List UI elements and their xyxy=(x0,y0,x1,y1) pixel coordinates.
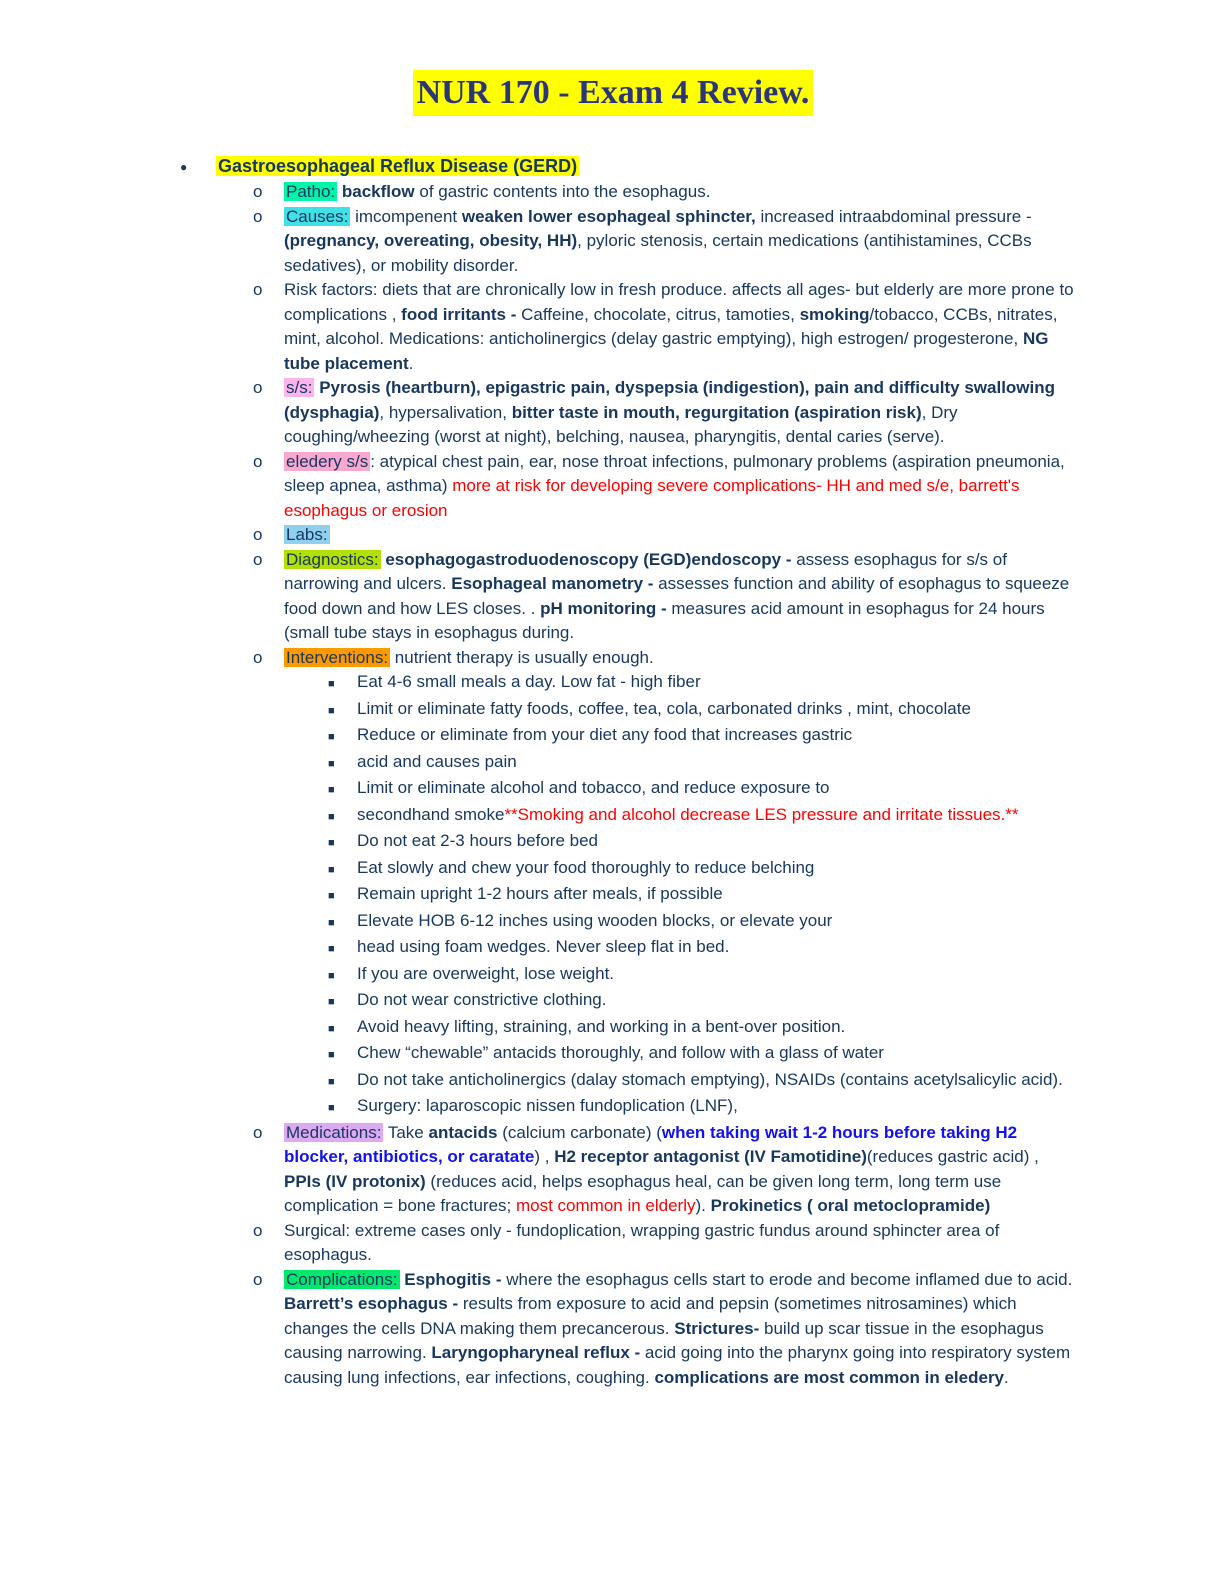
text-segment: Do not wear constrictive clothing. xyxy=(357,990,607,1010)
text-segment: of gastric contents into the esophagus. xyxy=(414,182,711,202)
text-segment: Complications: xyxy=(286,1269,398,1289)
list-item xyxy=(180,856,1076,883)
text-segment: Surgical: extreme cases only - fundoplication, wrapping gastric fundus around sphincter area of esophagus. xyxy=(284,1220,1000,1265)
text-segment: Labs: xyxy=(286,525,328,545)
section-heading-row xyxy=(180,154,1076,180)
list-item xyxy=(180,1015,1076,1042)
list-item-text xyxy=(284,548,1076,646)
text-segment: ). xyxy=(695,1196,711,1216)
list-item-text xyxy=(284,205,1076,279)
square-bullet-icon: ■ xyxy=(328,837,335,850)
circle-bullet-icon: o xyxy=(253,378,263,398)
square-bullet-icon: ■ xyxy=(328,969,335,982)
text-segment: Remain upright 1-2 hours after meals, if possible xyxy=(357,884,723,904)
list-item-text xyxy=(284,278,1076,376)
list-item xyxy=(180,882,1076,909)
text-segment: imcompenent xyxy=(350,206,462,226)
square-bullet-icon: ■ xyxy=(328,916,335,929)
list-item-text xyxy=(357,962,1076,987)
text-segment: esophagogastroduodenoscopy (EGD)endoscopy - xyxy=(385,549,797,569)
list-item-text xyxy=(284,523,1076,548)
text-segment: Esphogitis - xyxy=(404,1269,507,1289)
list-item-text xyxy=(357,1094,1076,1119)
list-item-text xyxy=(284,376,1076,450)
text-segment: : atypical chest pain, ear, nose throat infections, pulmonary problems (aspiration pneumonia, sleep apnea, asthma) xyxy=(284,451,1065,496)
list-item-text xyxy=(357,750,1076,775)
text-segment: Eat 4-6 small meals a day. Low fat - high fiber xyxy=(357,672,701,692)
list-item xyxy=(180,1068,1076,1095)
text-segment: more at risk for developing severe complications- HH and med s/e, barrett's esophagus or erosion xyxy=(284,476,1020,520)
circle-bullet-icon: o xyxy=(253,647,263,667)
text-segment: Limit or eliminate alcohol and tobacco, and reduce exposure to xyxy=(357,778,830,798)
list-item xyxy=(180,278,1076,376)
text-segment: Barrett’s esophagus - xyxy=(284,1294,463,1314)
text-segment: Take xyxy=(383,1122,429,1142)
text-segment: Limit or eliminate fatty foods, coffee, tea, cola, carbonated drinks , mint, chocolate xyxy=(357,698,971,718)
text-segment: antacids xyxy=(428,1122,498,1142)
list-item-text xyxy=(357,935,1076,960)
list-item-text xyxy=(357,1041,1076,1066)
text-segment: Strictures- xyxy=(674,1318,760,1338)
text-segment: pH monitoring - xyxy=(540,598,672,618)
text-segment: eledery s/s xyxy=(286,451,369,471)
list-item-text xyxy=(357,882,1076,907)
list-item-text xyxy=(284,1268,1076,1391)
text-segment: Caffeine, chocolate, citrus, tamoties, xyxy=(521,304,800,324)
square-bullet-icon: ■ xyxy=(328,996,335,1009)
list-item-text xyxy=(357,856,1076,881)
square-bullet-icon: ■ xyxy=(328,1049,335,1062)
square-bullet-icon: ■ xyxy=(328,863,335,876)
text-segment: when taking wait 1-2 hours before taking H2 blocker, antibiotics, or caratate xyxy=(284,1122,1018,1167)
text-segment: . xyxy=(408,353,414,373)
list-item-text xyxy=(284,646,1076,671)
text-segment: , Dry coughing/wheezing (worst at night), belching, nausea, pharyngitis, dental caries (serve). xyxy=(284,402,958,447)
text-segment: weaken lower esophageal sphincter, xyxy=(461,206,756,226)
list-item-text xyxy=(357,909,1076,934)
section-heading xyxy=(216,154,1076,179)
square-bullet-icon: ■ xyxy=(328,890,335,903)
square-bullet-icon: ■ xyxy=(328,1075,335,1088)
text-segment: **Smoking and alcohol decrease LES pressure and irritate tissues.** xyxy=(504,804,1019,824)
text-segment: , hypersalivation, xyxy=(379,402,512,422)
text-segment: Laryngopharyneal reflux - xyxy=(431,1343,645,1363)
text-segment: Elevate HOB 6-12 inches using wooden blocks, or elevate your xyxy=(357,910,833,930)
text-segment: ) , xyxy=(534,1147,555,1167)
square-bullet-icon: ■ xyxy=(328,1022,335,1035)
list-item-text xyxy=(357,697,1076,722)
title-row xyxy=(150,70,1076,116)
list-item-text xyxy=(284,180,1076,205)
text-segment: assess esophagus for s/s of narrowing and ulcers. xyxy=(284,549,1007,594)
text-segment: (reduces acid, helps esophagus heal, can be given long term, long term use complication = bone fractures; xyxy=(284,1171,1002,1216)
circle-bullet-icon: o xyxy=(253,206,263,226)
text-segment: food irritants - xyxy=(401,304,522,324)
text-segment: most common in elderly xyxy=(515,1196,696,1216)
list-item xyxy=(180,670,1076,697)
page-title: NUR 170 - Exam 4 Review. xyxy=(413,70,814,116)
text-segment: increased intraabdominal pressure - xyxy=(755,206,1032,226)
list-item xyxy=(180,723,1076,750)
list-item xyxy=(180,1094,1076,1121)
list-item xyxy=(180,450,1076,524)
text-segment: (calcium carbonate) ( xyxy=(497,1122,662,1142)
text-segment: Avoid heavy lifting, straining, and working in a bent-over position. xyxy=(357,1016,846,1036)
list-item-text xyxy=(284,1219,1076,1268)
list-item xyxy=(180,1268,1076,1391)
list-item-text xyxy=(357,670,1076,695)
text-segment: Prokinetics ( oral metoclopramide) xyxy=(710,1196,991,1216)
text-segment: Reduce or eliminate from your diet any food that increases gastric xyxy=(357,725,853,745)
list-item xyxy=(180,1219,1076,1268)
text-segment: Surgery: laparoscopic nissen fundoplication (LNF), xyxy=(357,1096,738,1116)
list-item-text xyxy=(284,1121,1076,1219)
list-item xyxy=(180,803,1076,830)
text-segment: Eat slowly and chew your food thoroughly to reduce belching xyxy=(357,857,815,877)
list-item-text xyxy=(357,1015,1076,1040)
text-segment: Patho: xyxy=(286,182,336,202)
circle-bullet-icon: o xyxy=(253,1122,263,1142)
text-segment: Do not eat 2-3 hours before bed xyxy=(357,831,598,851)
square-bullet-icon: ■ xyxy=(328,757,335,770)
text-segment: PPIs (IV protonix) xyxy=(284,1171,426,1191)
list-item-text xyxy=(284,450,1076,524)
list-item-text xyxy=(357,1068,1076,1093)
section-heading-label: Gastroesophageal Reflux Disease (GERD) xyxy=(218,155,578,176)
list-item-text xyxy=(357,803,1076,828)
list-item xyxy=(180,205,1076,279)
square-bullet-icon: ■ xyxy=(328,784,335,797)
list-item xyxy=(180,697,1076,724)
list-item xyxy=(180,750,1076,777)
text-segment: bitter taste in mouth, regurgitation (aspiration risk) xyxy=(511,402,922,422)
circle-bullet-icon: o xyxy=(253,525,263,545)
list-item xyxy=(180,1121,1076,1219)
text-segment: Do not take anticholinergics (dalay stomach emptying), NSAIDs (contains acetylsalicylic acid). xyxy=(357,1069,1063,1089)
text-segment: /tobacco, CCBs, nitrates, mint, alcohol. Medications: anticholinergics (delay gastric emptying), high estrogen/ progesterone, xyxy=(284,304,1058,349)
text-segment: (pregnancy, overeating, obesity, HH) xyxy=(284,231,578,251)
text-segment: Risk factors: diets that are chronically low in fresh produce. affects all ages- but elderly are more prone to complications , xyxy=(284,280,1074,324)
list-item xyxy=(180,935,1076,962)
circle-bullet-icon: o xyxy=(253,451,263,471)
text-segment: measures acid amount in esophagus for 24 hours (small tube stays in esophagus during. xyxy=(284,598,1045,643)
square-bullet-icon: ■ xyxy=(328,678,335,691)
text-segment: , pyloric stenosis, certain medications (antihistamines, CCBs sedatives), or mobility disorder. xyxy=(284,231,1032,275)
text-segment: smoking xyxy=(799,304,870,324)
text-segment: s/s: xyxy=(286,378,313,398)
text-segment: Causes: xyxy=(286,206,349,226)
text-segment: H2 receptor antagonist (IV Famotidine) xyxy=(554,1147,867,1167)
list-item xyxy=(180,776,1076,803)
text-segment: Medications: xyxy=(286,1122,382,1142)
list-item xyxy=(180,180,1076,205)
text-segment: Interventions: xyxy=(286,647,389,667)
text-segment: where the esophagus cells start to erode and become inflamed due to acid. xyxy=(506,1269,1073,1289)
text-segment: secondhand smoke xyxy=(357,804,505,824)
text-segment: NG tube placement xyxy=(284,329,1049,373)
circle-bullet-icon: o xyxy=(253,1269,263,1289)
text-segment: backflow xyxy=(341,182,415,202)
text-segment: nutrient therapy is usually enough. xyxy=(390,647,654,667)
text-segment: acid and causes pain xyxy=(357,751,517,771)
text-segment: build up scar tissue in the esophagus causing narrowing. xyxy=(284,1318,1044,1363)
list-item xyxy=(180,962,1076,989)
circle-bullet-icon: o xyxy=(253,280,263,300)
list-item xyxy=(180,1041,1076,1068)
text-segment: results from exposure to acid and pepsin (sometimes nitrosamines) which changes the cells DNA making them precancerous. xyxy=(284,1294,1017,1338)
circle-bullet-icon: o xyxy=(253,549,263,569)
list-item xyxy=(180,829,1076,856)
text-segment: assesses function and ability of esophagus to squeeze food down and how LES closes. . xyxy=(284,574,1070,618)
text-segment: acid going into the pharynx going into respiratory system causing lung infections, ear infections, coughing. xyxy=(284,1343,1071,1387)
circle-bullet-icon: o xyxy=(253,1220,263,1240)
square-bullet-icon: ■ xyxy=(328,731,335,744)
text-segment: . xyxy=(1004,1367,1009,1387)
list-item-text xyxy=(357,988,1076,1013)
list-item xyxy=(180,988,1076,1015)
list-item xyxy=(180,646,1076,671)
circle-bullet-icon: o xyxy=(253,182,263,202)
text-segment: complications are most common in eledery xyxy=(654,1367,1005,1387)
text-segment: Chew “chewable” antacids thoroughly, and follow with a glass of water xyxy=(357,1043,884,1063)
list-item-text xyxy=(357,829,1076,854)
square-bullet-icon: ■ xyxy=(328,943,335,956)
text-segment: Diagnostics: xyxy=(286,549,379,569)
disc-bullet-icon: ● xyxy=(180,159,188,174)
text-segment: If you are overweight, lose weight. xyxy=(357,963,615,983)
list-item xyxy=(180,376,1076,450)
list-item xyxy=(180,548,1076,646)
list-item-text xyxy=(357,776,1076,801)
square-bullet-icon: ■ xyxy=(328,704,335,717)
text-segment: head using foam wedges. Never sleep flat in bed. xyxy=(357,937,730,957)
list-item-text xyxy=(357,723,1076,748)
text-segment: Pyrosis (heartburn), epigastric pain, dyspepsia (indigestion), pain and difficulty swallowing (dysphagia) xyxy=(284,378,1056,422)
list-item xyxy=(180,523,1076,548)
list-item xyxy=(180,909,1076,936)
text-segment: Esophageal manometry - xyxy=(451,574,659,594)
text-segment: (reduces gastric acid) , xyxy=(866,1147,1039,1167)
square-bullet-icon: ■ xyxy=(328,1102,335,1115)
content-list xyxy=(180,154,1076,1391)
square-bullet-icon: ■ xyxy=(328,810,335,823)
